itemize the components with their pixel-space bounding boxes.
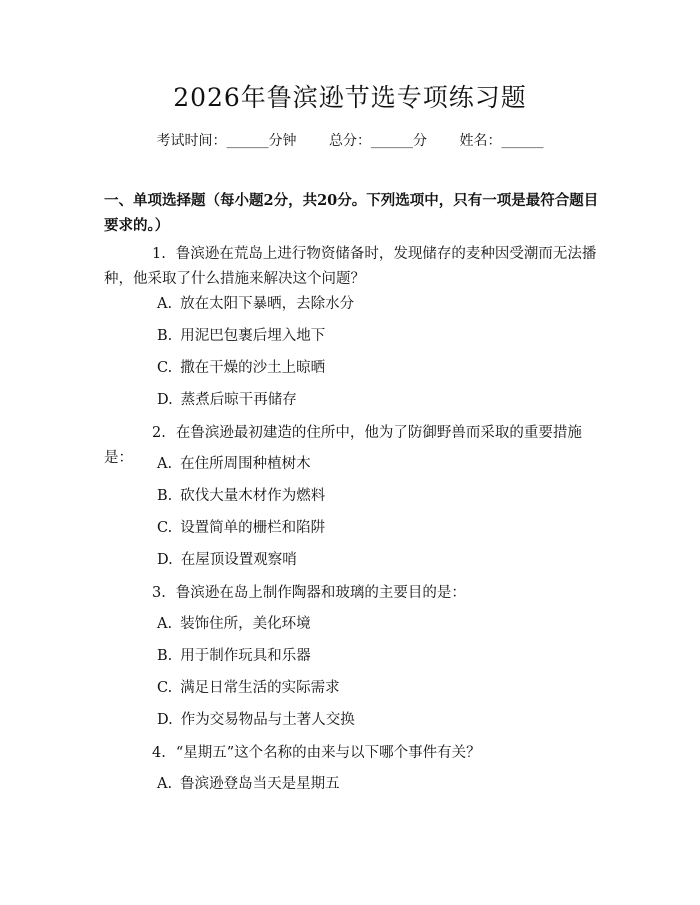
option-text: 砍伐大量木材作为燃料: [180, 488, 326, 504]
question-1: [104, 242, 604, 292]
exam-name: 姓名：______: [459, 133, 544, 149]
option-2c: [157, 517, 325, 539]
option-letter: B.: [157, 648, 173, 664]
option-text: 在住所周围种植树木: [180, 456, 311, 472]
option-1b: [157, 325, 325, 347]
question-number: 2.: [152, 425, 166, 441]
question-4: [104, 741, 604, 766]
option-text: 鲁滨逊登岛当天是星期五: [180, 776, 340, 792]
option-text: 装饰住所，美化环境: [180, 616, 311, 632]
question-text: 鲁滨逊在岛上制作陶器和玻璃的主要目的是：: [175, 585, 466, 601]
option-text: 用于制作玩具和乐器: [180, 648, 311, 664]
option-2d: [157, 549, 297, 571]
option-letter: D.: [157, 552, 173, 568]
option-letter: C.: [157, 520, 173, 536]
question-3: [104, 581, 604, 606]
exam-score: 总分：______分: [329, 133, 427, 149]
option-1a: [157, 293, 354, 315]
option-letter: D.: [157, 712, 173, 728]
option-text: 满足日常生活的实际需求: [180, 680, 340, 696]
option-text: 放在太阳下暴晒，去除水分: [180, 296, 355, 312]
exam-meta: [0, 130, 700, 152]
option-letter: D.: [157, 392, 173, 408]
option-letter: B.: [157, 488, 173, 504]
option-text: 设置简单的栅栏和陷阱: [180, 520, 326, 536]
option-letter: C.: [157, 360, 173, 376]
section-heading: 一、单项选择题（每小题2分，共20分。下列选项中，只有一项是最符合题目要求的。）: [104, 192, 599, 234]
option-text: 在屋顶设置观察哨: [180, 552, 297, 568]
question-number: 1.: [152, 246, 166, 262]
option-letter: A.: [157, 776, 173, 792]
option-letter: A.: [157, 616, 173, 632]
option-letter: A.: [157, 296, 173, 312]
option-letter: C.: [157, 680, 173, 696]
question-text: 在鲁滨逊最初建造的住所中，他为了防御野兽而采取的重要措施是：: [104, 425, 582, 466]
question-number: 3.: [152, 585, 166, 601]
option-2a: [157, 453, 311, 475]
option-letter: B.: [157, 328, 173, 344]
option-text: 作为交易物品与土著人交换: [180, 712, 355, 728]
question-number: 4.: [152, 745, 166, 761]
option-1c: [157, 357, 325, 379]
question-text: 鲁滨逊在荒岛上进行物资储备时，发现储存的麦种因受潮而无法播种，他采取了什么措施来解决这个问题？: [104, 246, 597, 287]
option-3b: [157, 645, 311, 667]
page-title: 2026年鲁滨逊节选专项练习题: [173, 83, 527, 112]
question-text: “星期五”这个名称的由来与以下哪个事件有关？: [175, 745, 481, 761]
option-text: 蒸煮后晾干再储存: [180, 392, 297, 408]
option-3a: [157, 613, 311, 635]
option-1d: [157, 389, 297, 411]
option-4a: [157, 773, 340, 795]
option-3c: [157, 677, 340, 699]
option-2b: [157, 485, 325, 507]
option-text: 撒在干燥的沙土上晾晒: [180, 360, 326, 376]
option-letter: A.: [157, 456, 173, 472]
exam-time: 考试时间：______分钟: [156, 133, 297, 149]
option-3d: [157, 709, 355, 731]
option-text: 用泥巴包裹后埋入地下: [180, 328, 326, 344]
